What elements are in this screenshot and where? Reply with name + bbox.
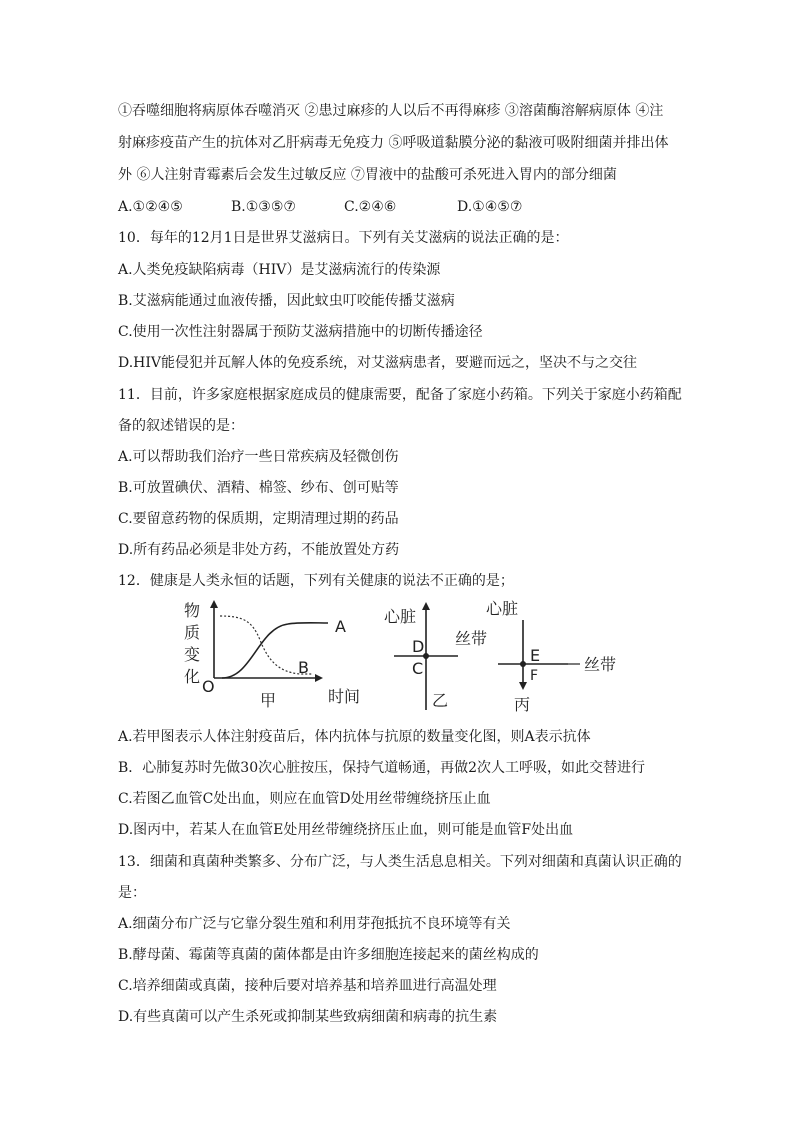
q13-option-b: B.酵母菌、霉菌等真菌的菌体都是由许多细胞连接起来的菌丝构成的 xyxy=(118,947,539,963)
jia-xlabel: 时间 xyxy=(328,687,361,706)
q10-option-d: D.HIV能侵犯并瓦解人体的免疫系统，对艾滋病患者，要避而远之，坚决不与之交往 xyxy=(118,355,638,371)
jia-caption: 甲 xyxy=(260,691,277,710)
q10-option-b: B.艾滋病能通过血液传播，因此蚊虫叮咬能传播艾滋病 xyxy=(118,293,455,309)
figure-bing xyxy=(486,599,616,714)
q12-figure-svg xyxy=(170,598,630,716)
figure-jia xyxy=(184,600,360,710)
bing-heart-label: 心脏 xyxy=(486,599,519,618)
q11-option-a: A.可以帮助我们治疗一些日常疾病及轻微创伤 xyxy=(118,449,399,465)
q11-option-b: B.可放置碘伏、酒精、棉签、纱布、创可贴等 xyxy=(118,480,399,496)
jia-label-b: B xyxy=(298,658,309,677)
q10-option-c: C.使用一次性注射器属于预防艾滋病措施中的切断传播途径 xyxy=(118,324,483,340)
q9-options xyxy=(118,198,570,216)
yi-label-c: C xyxy=(412,659,424,678)
bing-label-e: E xyxy=(530,646,541,665)
q9-option-d: D.①④⑤⑦ xyxy=(457,199,523,215)
yi-band-label: 丝带 xyxy=(455,629,488,648)
jia-ylabel-4: 化 xyxy=(184,667,201,686)
q12-option-b: B．心肺复苏时先做30次心脏按压，保持气道畅通，再做2次人工呼吸，如此交替进行 xyxy=(118,760,646,776)
q11-option-d: D.所有药品必须是非处方药，不能放置处方药 xyxy=(118,542,400,558)
figure-yi xyxy=(384,602,487,710)
jia-y-arrow xyxy=(210,600,218,608)
jia-origin: O xyxy=(202,677,215,696)
q13-stem-line-1: 13．细菌和真菌种类繁多、分布广泛，与人类生活息息相关。下列对细菌和真菌认识正确的 xyxy=(118,854,682,870)
q12-figure xyxy=(170,598,630,716)
q9-items-line-3: 外 ⑥人注射青霉素后会发生过敏反应 ⑦胃液中的盐酸可杀死进入胃内的部分细菌 xyxy=(118,167,617,183)
yi-label-d: D xyxy=(412,637,425,656)
bing-band-dot xyxy=(520,661,526,667)
jia-ylabel-3: 变 xyxy=(184,645,201,664)
q13-option-a: A.细菌分布广泛与它靠分裂生殖和利用芽孢抵抗不良环境等有关 xyxy=(118,916,511,932)
q13-stem-line-2: 是： xyxy=(118,885,146,901)
jia-label-a: A xyxy=(335,617,346,636)
q10-stem: 10．每年的12月1日是世界艾滋病日。下列有关艾滋病的说法正确的是： xyxy=(118,230,569,246)
jia-curve-a xyxy=(222,623,328,678)
q11-option-c: C.要留意药物的保质期，定期清理过期的药品 xyxy=(118,511,399,527)
yi-caption: 乙 xyxy=(432,691,449,710)
bing-band-label: 丝带 xyxy=(584,655,617,674)
q9-items-line-2: 射麻疹疫苗产生的抗体对乙肝病毒无免疫力 ⑤呼吸道黏膜分泌的黏液可吸附细菌并排出体 xyxy=(118,135,669,151)
q12-option-d: D.图丙中，若某人在血管E处用丝带缠绕挤压止血，则可能是血管F处出血 xyxy=(118,822,574,838)
bing-label-f: F xyxy=(530,668,539,684)
yi-heart-label: 心脏 xyxy=(384,607,417,626)
jia-ylabel-1: 物 xyxy=(184,601,201,620)
q13-option-d: D.有些真菌可以产生杀死或抑制某些致病细菌和病毒的抗生素 xyxy=(118,1009,498,1025)
bing-caption: 丙 xyxy=(514,695,531,714)
q11-stem-line-1: 11．目前，许多家庭根据家庭成员的健康需要，配备了家庭小药箱。下列关于家庭小药箱配 xyxy=(118,387,682,403)
q9-option-a: A.①②④⑤ xyxy=(118,199,183,215)
q13-option-c: C.培养细菌或真菌，接种后要对培养基和培养皿进行高温处理 xyxy=(118,978,497,994)
q9-items-line-1: ①吞噬细胞将病原体吞噬消灭 ②患过麻疹的人以后不再得麻疹 ③溶菌酶溶解病原体 ④注 xyxy=(118,103,664,119)
q12-stem: 12．健康是人类永恒的话题，下列有关健康的说法不正确的是； xyxy=(118,573,514,589)
q12-option-c: C.若图乙血管C处出血，则应在血管D处用丝带缠绕挤压止血 xyxy=(118,791,491,807)
q12-option-a: A.若甲图表示人体注射疫苗后，体内抗体与抗原的数量变化图，则A表示抗体 xyxy=(118,729,591,745)
yi-vessel-arrow xyxy=(422,602,430,610)
jia-x-arrow xyxy=(315,674,323,682)
jia-ylabel-2: 质 xyxy=(184,623,201,642)
q9-option-b: B.①③⑤⑦ xyxy=(231,199,296,215)
q9-option-c: C.②④⑥ xyxy=(344,199,397,215)
bing-vessel-arrow xyxy=(519,682,527,690)
q11-stem-line-2: 备的叙述错误的是： xyxy=(118,418,244,434)
q10-option-a: A.人类免疫缺陷病毒（HIV）是艾滋病流行的传染源 xyxy=(118,262,441,278)
